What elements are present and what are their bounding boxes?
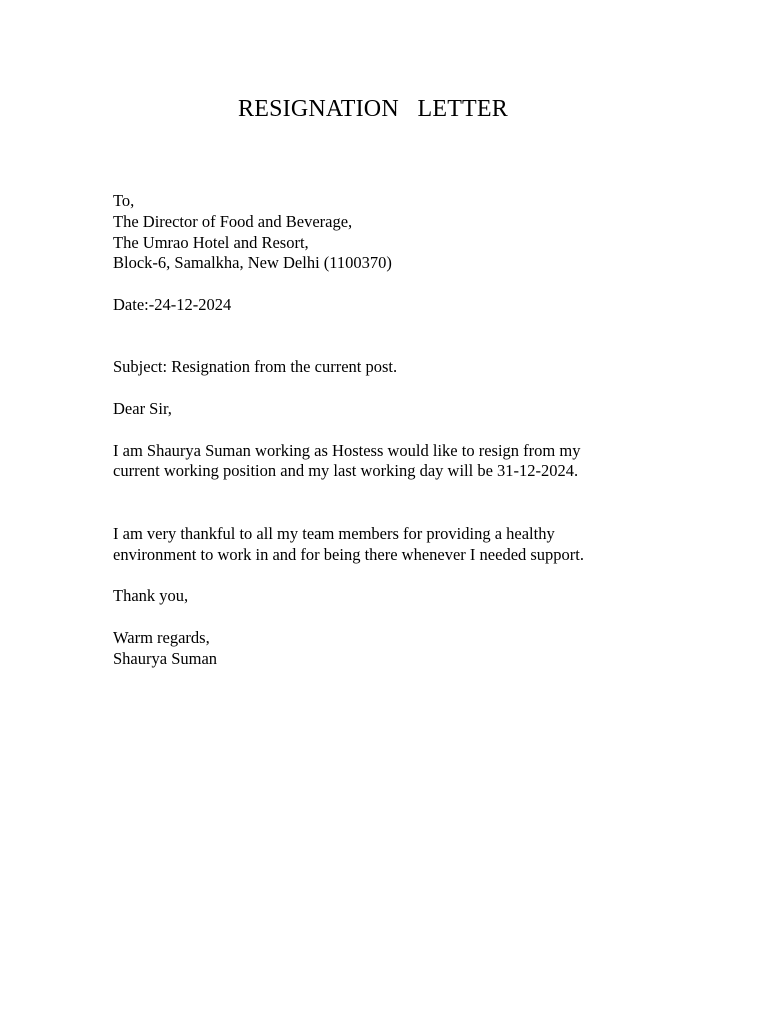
paragraph-2-line-1: I am very thankful to all my team members for providing a healthy bbox=[113, 523, 555, 543]
paragraph-1-line-1: I am Shaurya Suman working as Hostess would like to resign from my bbox=[113, 440, 581, 460]
paragraph-1-line-2: current working position and my last working day will be 31-12-2024. bbox=[113, 461, 579, 481]
recipient-organization: The Umrao Hotel and Resort, bbox=[113, 232, 309, 252]
spacer bbox=[113, 420, 673, 441]
letter-greeting: Dear Sir, bbox=[113, 398, 172, 418]
letter-body bbox=[113, 191, 673, 669]
spacer bbox=[113, 378, 673, 399]
closing-line: Warm regards, bbox=[113, 627, 210, 647]
spacer bbox=[113, 607, 673, 628]
letter-date: Date:-24-12-2024 bbox=[113, 294, 232, 314]
recipient-address: Block-6, Samalkha, New Delhi (1100370) bbox=[113, 253, 392, 273]
spacer bbox=[113, 316, 673, 358]
thank-you-line: Thank you, bbox=[113, 586, 189, 606]
letter-subject: Subject: Resignation from the current post. bbox=[113, 357, 398, 377]
spacer bbox=[113, 482, 673, 524]
spacer bbox=[113, 565, 673, 586]
recipient-to: To, bbox=[113, 191, 135, 210]
paragraph-2-line-2: environment to work in and for being there whenever I needed support. bbox=[113, 544, 585, 564]
letter-title: RESIGNATION LETTER bbox=[238, 96, 508, 122]
recipient-title: The Director of Food and Beverage, bbox=[113, 211, 353, 231]
signature-name: Shaurya Suman bbox=[113, 648, 218, 668]
spacer bbox=[113, 274, 673, 295]
